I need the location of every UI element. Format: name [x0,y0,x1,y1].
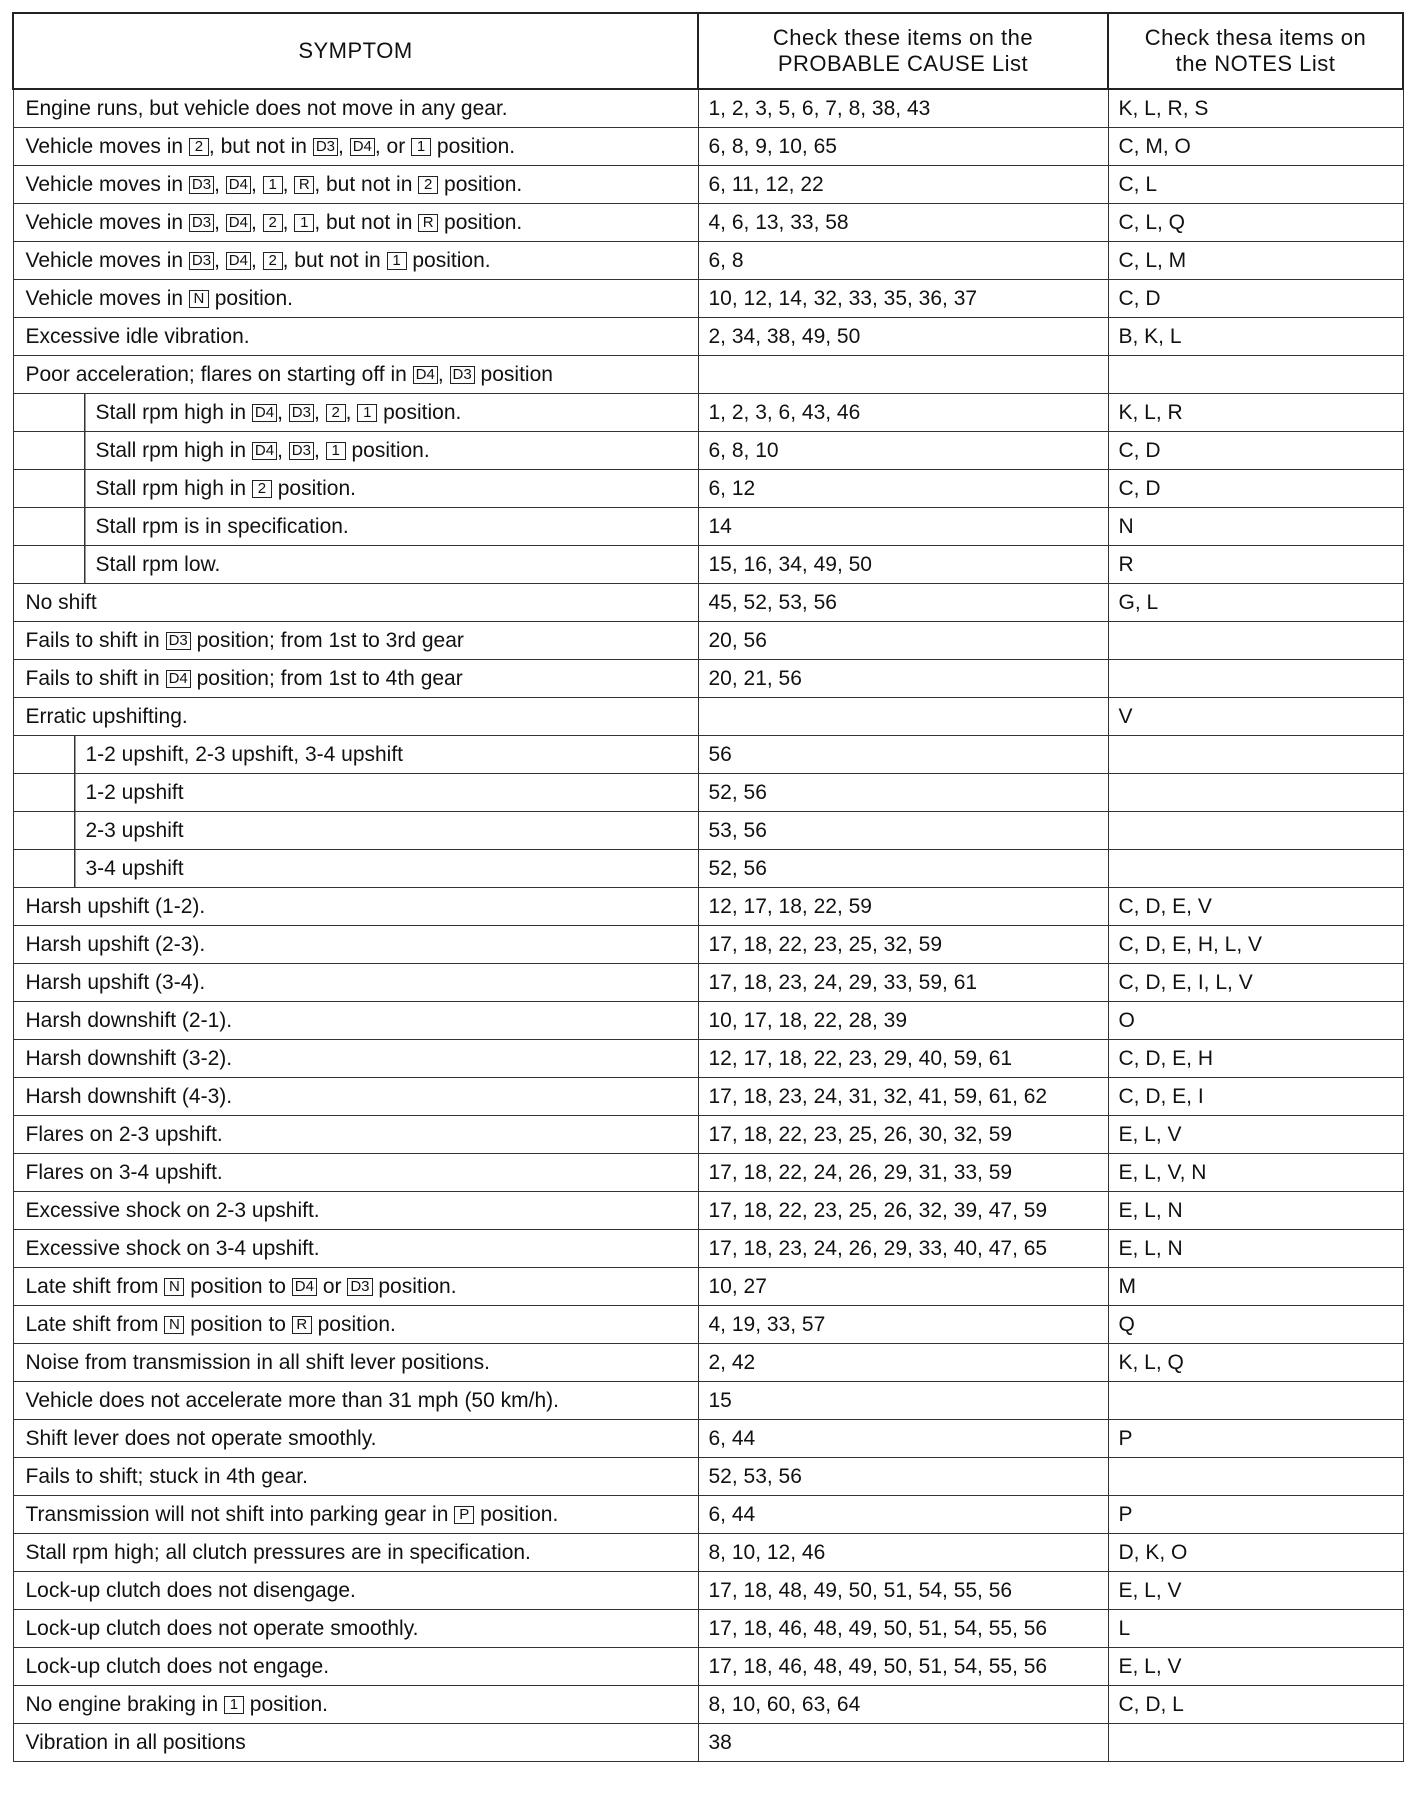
notes-cell: K, L, R [1108,394,1403,432]
gear-position-key: D3 [289,404,314,422]
header-probable-cause [698,13,1108,89]
table-row [13,204,1403,242]
symptom-cell: Noise from transmission in all shift lever positions. [13,1344,698,1382]
symptom-cell: Lock-up clutch does not engage. [13,1648,698,1686]
probable-cause-cell: 14 [698,508,1108,546]
gear-position-key: 1 [411,138,431,156]
notes-cell: C, D [1108,470,1403,508]
table-row [13,242,1403,280]
probable-cause-cell: 56 [698,736,1108,774]
probable-cause-cell: 4, 19, 33, 57 [698,1306,1108,1344]
gear-position-key: D4 [413,366,438,384]
probable-cause-cell: 2, 34, 38, 49, 50 [698,318,1108,356]
notes-cell [1108,812,1403,850]
symptom-cell: Stall rpm high in D4 , D3 , 1 position. [13,432,698,470]
notes-cell [1108,774,1403,812]
notes-cell: C, D [1108,432,1403,470]
probable-cause-cell: 8, 10, 12, 46 [698,1534,1108,1572]
probable-cause-cell [698,356,1108,394]
symptom-cell: Harsh upshift (1-2). [13,888,698,926]
gear-position-key: D4 [252,404,277,422]
gear-position-key: N [189,290,209,308]
probable-cause-cell: 12, 17, 18, 22, 59 [698,888,1108,926]
probable-cause-cell: 6, 44 [698,1420,1108,1458]
table-row [13,1458,1403,1496]
table-row [13,1534,1403,1572]
table-row [13,1648,1403,1686]
notes-cell: L [1108,1610,1403,1648]
notes-cell: N [1108,508,1403,546]
probable-cause-cell: 17, 18, 46, 48, 49, 50, 51, 54, 55, 56 [698,1648,1108,1686]
symptom-cell: Harsh upshift (3-4). [13,964,698,1002]
symptom-cell: Harsh upshift (2-3). [13,926,698,964]
symptom-cell: 1-2 upshift [13,774,698,812]
table-row [13,1382,1403,1420]
gear-position-key: D3 [189,214,214,232]
symptom-cell: 3-4 upshift [13,850,698,888]
notes-cell: P [1108,1496,1403,1534]
symptom-cell: Fails to shift; stuck in 4th gear. [13,1458,698,1496]
table-row [13,850,1403,888]
symptom-cell: Excessive shock on 3-4 upshift. [13,1230,698,1268]
probable-cause-cell: 17, 18, 22, 24, 26, 29, 31, 33, 59 [698,1154,1108,1192]
gear-position-key: D4 [226,252,251,270]
symptom-cell: Fails to shift in D4 position; from 1st to 4th gear [13,660,698,698]
header-cause-line2: PROBABLE CAUSE List [777,51,1029,76]
notes-cell [1108,850,1403,888]
gear-position-key: D3 [166,632,191,650]
gear-position-key: 1 [326,442,346,460]
probable-cause-cell: 45, 52, 53, 56 [698,584,1108,622]
probable-cause-cell: 53, 56 [698,812,1108,850]
notes-cell: O [1108,1002,1403,1040]
symptom-cell: Flares on 3-4 upshift. [13,1154,698,1192]
notes-cell: K, L, R, S [1108,89,1403,128]
gear-position-key: D4 [226,214,251,232]
symptom-cell: Stall rpm high in 2 position. [13,470,698,508]
probable-cause-cell: 52, 56 [698,850,1108,888]
probable-cause-cell: 10, 27 [698,1268,1108,1306]
probable-cause-cell: 17, 18, 46, 48, 49, 50, 51, 54, 55, 56 [698,1610,1108,1648]
symptom-cell: Late shift from N position to D4 or D3 position. [13,1268,698,1306]
gear-position-key: 2 [189,138,209,156]
gear-position-key: 2 [418,176,438,194]
table-row [13,280,1403,318]
gear-position-key: D3 [450,366,475,384]
table-row [13,1572,1403,1610]
probable-cause-cell: 52, 53, 56 [698,1458,1108,1496]
table-row [13,774,1403,812]
table-row [13,1116,1403,1154]
notes-cell: C, D [1108,280,1403,318]
symptom-cell: Stall rpm high in D4 , D3 , 2 , 1 position. [13,394,698,432]
gear-position-key: D4 [350,138,375,156]
probable-cause-cell: 6, 8 [698,242,1108,280]
probable-cause-cell: 10, 12, 14, 32, 33, 35, 36, 37 [698,280,1108,318]
gear-position-key: P [454,1506,474,1524]
probable-cause-cell: 6, 8, 10 [698,432,1108,470]
notes-cell: K, L, Q [1108,1344,1403,1382]
notes-cell: E, L, V [1108,1116,1403,1154]
symptom-cell: Vehicle moves in D3 , D4 , 1 , R , but not in 2 position. [13,166,698,204]
troubleshooting-page [12,12,1402,1762]
table-row [13,356,1403,394]
table-row [13,394,1403,432]
probable-cause-cell: 12, 17, 18, 22, 23, 29, 40, 59, 61 [698,1040,1108,1078]
notes-cell: E, L, N [1108,1230,1403,1268]
table-row [13,1154,1403,1192]
gear-position-key: D4 [226,176,251,194]
symptom-cell: Vehicle moves in 2 , but not in D3 , D4 , or 1 position. [13,128,698,166]
table-row [13,1002,1403,1040]
notes-cell: R [1108,546,1403,584]
notes-cell: C, D, E, V [1108,888,1403,926]
symptom-cell: Fails to shift in D3 position; from 1st to 3rd gear [13,622,698,660]
symptom-cell: No engine braking in 1 position. [13,1686,698,1724]
notes-cell: E, L, N [1108,1192,1403,1230]
table-row [13,546,1403,584]
table-row [13,128,1403,166]
probable-cause-cell: 17, 18, 22, 23, 25, 26, 32, 39, 47, 59 [698,1192,1108,1230]
header-cause-line1: Check these items on the [772,25,1034,50]
notes-cell: C, D, E, I [1108,1078,1403,1116]
probable-cause-cell [698,698,1108,736]
gear-position-key: D3 [189,252,214,270]
gear-position-key: N [164,1278,184,1296]
symptom-cell: Vehicle does not accelerate more than 31 mph (50 km/h). [13,1382,698,1420]
symptom-cell: Vibration in all positions [13,1724,698,1762]
gear-position-key: D4 [252,442,277,460]
probable-cause-cell: 17, 18, 23, 24, 31, 32, 41, 59, 61, 62 [698,1078,1108,1116]
gear-position-key: D4 [292,1278,317,1296]
table-row [13,964,1403,1002]
symptom-table [12,12,1404,1762]
notes-cell: D, K, O [1108,1534,1403,1572]
symptom-cell: 1-2 upshift, 2-3 upshift, 3-4 upshift [13,736,698,774]
notes-cell: C, L, M [1108,242,1403,280]
symptom-cell: No shift [13,584,698,622]
table-row [13,888,1403,926]
table-row [13,1610,1403,1648]
notes-cell: C, D, E, I, L, V [1108,964,1403,1002]
probable-cause-cell: 6, 44 [698,1496,1108,1534]
symptom-cell: Vehicle moves in D3 , D4 , 2 , 1 , but not in R position. [13,204,698,242]
notes-cell: M [1108,1268,1403,1306]
notes-cell: C, D, L [1108,1686,1403,1724]
table-row [13,1420,1403,1458]
table-row [13,1230,1403,1268]
gear-position-key: 1 [357,404,377,422]
table-row [13,622,1403,660]
table-row [13,89,1403,128]
probable-cause-cell: 6, 11, 12, 22 [698,166,1108,204]
table-row [13,1686,1403,1724]
symptom-cell: Excessive idle vibration. [13,318,698,356]
probable-cause-cell: 52, 56 [698,774,1108,812]
probable-cause-cell: 4, 6, 13, 33, 58 [698,204,1108,242]
notes-cell: C, L, Q [1108,204,1403,242]
table-row [13,432,1403,470]
table-row [13,584,1403,622]
table-row [13,470,1403,508]
symptom-cell: Transmission will not shift into parking gear in P position. [13,1496,698,1534]
notes-cell: E, L, V, N [1108,1154,1403,1192]
probable-cause-cell: 1, 2, 3, 6, 43, 46 [698,394,1108,432]
probable-cause-cell: 15 [698,1382,1108,1420]
symptom-cell: Vehicle moves in D3 , D4 , 2 , but not in 1 position. [13,242,698,280]
notes-cell [1108,1458,1403,1496]
symptom-cell: Lock-up clutch does not disengage. [13,1572,698,1610]
probable-cause-cell: 6, 8, 9, 10, 65 [698,128,1108,166]
notes-cell: E, L, V [1108,1572,1403,1610]
gear-position-key: 1 [224,1696,244,1714]
table-row [13,1192,1403,1230]
header-notes-line2: the NOTES List [1175,51,1336,76]
gear-position-key: R [294,176,314,194]
table-body [13,89,1403,1762]
table-row [13,508,1403,546]
table-row [13,1040,1403,1078]
notes-cell [1108,622,1403,660]
table-row [13,1724,1403,1762]
symptom-cell: Flares on 2-3 upshift. [13,1116,698,1154]
probable-cause-cell: 10, 17, 18, 22, 28, 39 [698,1002,1108,1040]
table-row [13,318,1403,356]
table-row [13,1496,1403,1534]
gear-position-key: D4 [166,670,191,688]
probable-cause-cell: 15, 16, 34, 49, 50 [698,546,1108,584]
symptom-cell: Engine runs, but vehicle does not move in any gear. [13,89,698,128]
notes-cell: C, D, E, H [1108,1040,1403,1078]
notes-cell [1108,660,1403,698]
probable-cause-cell: 8, 10, 60, 63, 64 [698,1686,1108,1724]
gear-position-key: 1 [294,214,314,232]
probable-cause-cell: 17, 18, 22, 23, 25, 32, 59 [698,926,1108,964]
symptom-cell: Harsh downshift (2-1). [13,1002,698,1040]
symptom-cell: Stall rpm is in specification. [13,508,698,546]
header-notes [1108,13,1403,89]
gear-position-key: 2 [326,404,346,422]
notes-cell: B, K, L [1108,318,1403,356]
probable-cause-cell: 17, 18, 23, 24, 26, 29, 33, 40, 47, 65 [698,1230,1108,1268]
symptom-cell: Poor acceleration; flares on starting off in D4 , D3 position [13,356,698,394]
notes-cell: Q [1108,1306,1403,1344]
gear-position-key: R [418,214,438,232]
table-row [13,660,1403,698]
gear-position-key: D3 [347,1278,372,1296]
notes-cell [1108,1724,1403,1762]
gear-position-key: 2 [263,252,283,270]
notes-cell: P [1108,1420,1403,1458]
notes-cell: E, L, V [1108,1648,1403,1686]
gear-position-key: 1 [387,252,407,270]
notes-cell: G, L [1108,584,1403,622]
symptom-cell: Lock-up clutch does not operate smoothly. [13,1610,698,1648]
probable-cause-cell: 6, 12 [698,470,1108,508]
table-row [13,1078,1403,1116]
symptom-cell: Harsh downshift (4-3). [13,1078,698,1116]
probable-cause-cell: 17, 18, 22, 23, 25, 26, 30, 32, 59 [698,1116,1108,1154]
gear-position-key: 2 [263,214,283,232]
table-row [13,1306,1403,1344]
probable-cause-cell: 20, 56 [698,622,1108,660]
symptom-cell: Shift lever does not operate smoothly. [13,1420,698,1458]
notes-cell [1108,1382,1403,1420]
notes-cell: V [1108,698,1403,736]
header-symptom: SYMPTOM [13,13,698,89]
notes-cell: C, M, O [1108,128,1403,166]
table-row [13,698,1403,736]
symptom-cell: Excessive shock on 2-3 upshift. [13,1192,698,1230]
gear-position-key: D3 [189,176,214,194]
gear-position-key: D3 [289,442,314,460]
notes-cell [1108,356,1403,394]
symptom-cell: Erratic upshifting. [13,698,698,736]
header-row [13,13,1403,89]
table-row [13,926,1403,964]
gear-position-key: D3 [313,138,338,156]
gear-position-key: R [292,1316,312,1334]
notes-cell: C, D, E, H, L, V [1108,926,1403,964]
symptom-cell: 2-3 upshift [13,812,698,850]
table-row [13,1268,1403,1306]
table-row [13,1344,1403,1382]
gear-position-key: N [164,1316,184,1334]
header-notes-line1: Check thesa items on [1144,25,1367,50]
symptom-cell: Vehicle moves in N position. [13,280,698,318]
probable-cause-cell: 17, 18, 23, 24, 29, 33, 59, 61 [698,964,1108,1002]
symptom-cell: Stall rpm low. [13,546,698,584]
symptom-cell: Stall rpm high; all clutch pressures are in specification. [13,1534,698,1572]
symptom-cell: Harsh downshift (3-2). [13,1040,698,1078]
gear-position-key: 2 [252,480,272,498]
probable-cause-cell: 2, 42 [698,1344,1108,1382]
table-row [13,812,1403,850]
table-row [13,166,1403,204]
notes-cell [1108,736,1403,774]
probable-cause-cell: 17, 18, 48, 49, 50, 51, 54, 55, 56 [698,1572,1108,1610]
table-row [13,736,1403,774]
gear-position-key: 1 [263,176,283,194]
probable-cause-cell: 1, 2, 3, 5, 6, 7, 8, 38, 43 [698,89,1108,128]
notes-cell: C, L [1108,166,1403,204]
symptom-cell: Late shift from N position to R position. [13,1306,698,1344]
probable-cause-cell: 38 [698,1724,1108,1762]
probable-cause-cell: 20, 21, 56 [698,660,1108,698]
